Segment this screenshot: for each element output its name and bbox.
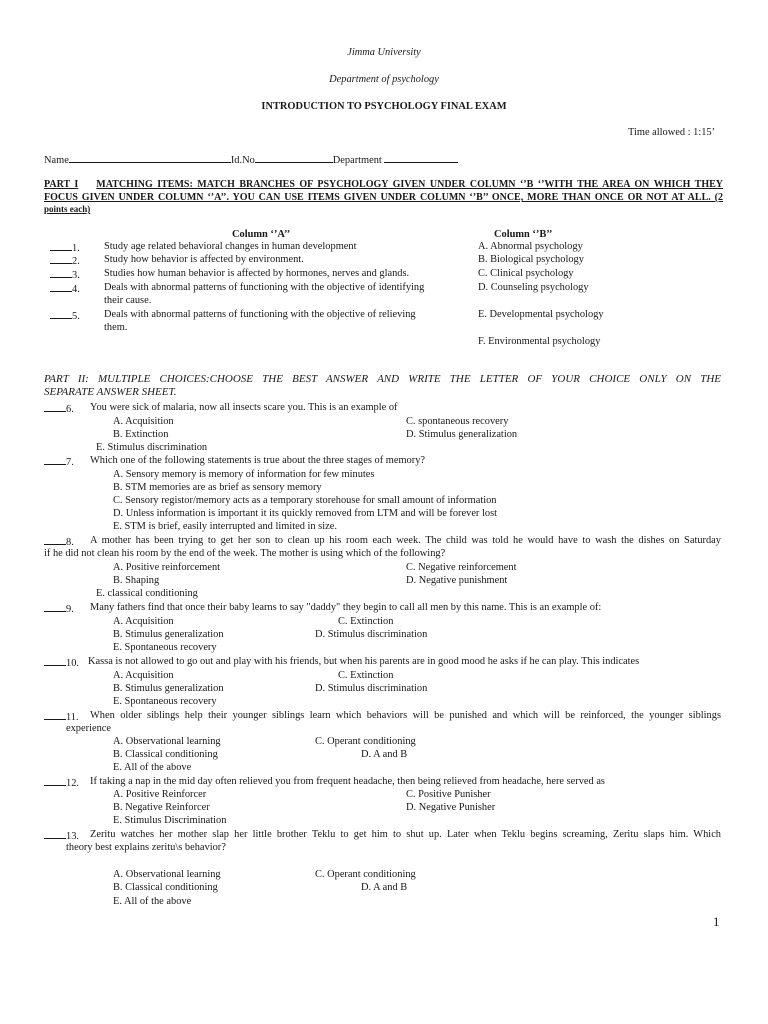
q13-option-b: B. Classical conditioning <box>113 882 218 893</box>
question-11: 11. <box>44 709 79 724</box>
answer-blank[interactable] <box>50 308 72 319</box>
answer-blank[interactable] <box>44 601 66 612</box>
q13-option-d: D. A and B <box>361 882 408 893</box>
question-10-stem: Kassa is not allowed to go out and play with his friends, but when his parents are in good mood he asks if he can play. This indicates <box>88 656 640 667</box>
q7-option-c: C. Sensory registor/memory acts as a temporary storehouse for small amount of information <box>113 495 497 506</box>
answer-blank[interactable] <box>44 454 66 465</box>
q9-option-a: A. Acquisition <box>113 616 174 627</box>
name-field[interactable] <box>69 152 231 163</box>
q7-option-a: A. Sensory memory is memory of information for few minutes <box>113 469 375 480</box>
q11-option-c: C. Operant conditioning <box>315 736 416 747</box>
exam-title: INTRODUCTION TO PSYCHOLOGY FINAL EXAM <box>261 101 507 112</box>
q10-option-a: A. Acquisition <box>113 670 174 681</box>
question-6: 6. <box>44 401 74 416</box>
q10-option-e: E. Spontaneous recovery <box>113 696 217 707</box>
q7-option-e: E. STM is brief, easily interrupted and limited in size. <box>113 521 337 532</box>
column-b-item-d: D. Counseling psychology <box>478 282 589 293</box>
match-item-3: 3. <box>50 267 80 282</box>
q7-option-d: D. Unless information is important it its quickly removed from LTM and will be forever lost <box>113 508 498 519</box>
answer-blank[interactable] <box>50 267 72 278</box>
q9-option-c: C. Extinction <box>338 616 394 627</box>
question-7: 7. <box>44 454 74 469</box>
question-13-stem-line1: Zeritu watches her mother slap her little brother Teklu to get him to shut up. Later when Teklu begins screaming, Zeritu slaps him. Which <box>90 829 721 840</box>
column-a-header: Column ‘’A’’ <box>232 229 291 240</box>
question-12-stem: If taking a nap in the mid day often relieved you from frequent headache, then being relieved from headache, here served as <box>90 776 605 787</box>
q8-option-d: D. Negative punishment <box>406 575 508 586</box>
q6-option-b: B. Extinction <box>113 429 169 440</box>
answer-blank[interactable] <box>44 655 66 666</box>
q10-option-b: B. Stimulus generalization <box>113 683 224 694</box>
part1-instruction-line2: FOCUS GIVEN UNDER COLUMN ‘’A’’. YOU CAN USE ITEMS GIVEN UNDER COLUMN ‘’B’’ ONCE, MORE THAN ONCE OR NOT AT ALL. (2 <box>44 192 723 203</box>
part2-instruction-line2: SEPARATE ANSWER SHEET. <box>44 386 177 398</box>
q12-option-e: E. Stimulus Discrimination <box>113 815 227 826</box>
answer-blank[interactable] <box>44 828 66 839</box>
department-field[interactable] <box>384 152 458 163</box>
id-field[interactable] <box>255 152 333 163</box>
question-13-stem-line2: theory best explains zeritu\s behavior? <box>66 842 226 853</box>
question-13: 13. <box>44 828 79 843</box>
column-b-item-c: C. Clinical psychology <box>478 268 574 279</box>
answer-blank[interactable] <box>44 401 66 412</box>
q8-option-e: E. classical conditioning <box>96 588 198 599</box>
name-label: Name <box>44 155 69 166</box>
q11-option-a: A. Observational learning <box>113 736 221 747</box>
question-9: 9. <box>44 601 74 616</box>
match-item-2: 2. <box>50 253 80 268</box>
university-name: Jimma University <box>347 47 421 58</box>
part2-instruction-line1: PART II: MULTIPLE CHOICES:CHOOSE THE BEST ANSWER AND WRITE THE LETTER OF YOUR CHOICE ONLY ON THE <box>44 373 721 385</box>
question-10: 10. <box>44 655 79 670</box>
q6-option-e: E. Stimulus discrimination <box>96 442 208 453</box>
department-name: Department of psychology <box>329 74 439 85</box>
q9-option-b: B. Stimulus generalization <box>113 629 224 640</box>
page-number: 1 <box>713 914 720 929</box>
id-label: Id.No <box>230 155 255 166</box>
column-b-header: Column ‘’B’’ <box>494 229 553 240</box>
q13-option-a: A. Observational learning <box>113 869 221 880</box>
q11-option-e: E. All of the above <box>113 762 192 773</box>
match-item-1-text: Study age related behavioral changes in human development <box>104 241 357 252</box>
part1-instruction-line1: PART I MATCHING ITEMS: MATCH BRANCHES OF PSYCHOLOGY GIVEN UNDER COLUMN ‘’B ‘’WITH THE AREA ON WHICH THEY <box>44 179 724 190</box>
question-8: 8. <box>44 534 74 549</box>
q12-option-b: B. Negative Reinforcer <box>113 802 210 813</box>
match-item-4-text-line2: their cause. <box>104 295 152 306</box>
question-8-stem-line2: if he did not clean his room by the end of the week. The mother is using which of the following? <box>44 548 446 559</box>
q13-option-e: E. All of the above <box>113 896 192 907</box>
q6-option-c: C. spontaneous recovery <box>406 416 509 427</box>
match-item-5-text-line1: Deals with abnormal patterns of functioning with the objective of relieving <box>104 309 416 320</box>
question-9-stem: Many fathers find that once their baby learns to say "daddy" they begin to call all men by this name. This is an example of: <box>90 602 602 613</box>
answer-blank[interactable] <box>50 253 72 264</box>
q6-option-d: D. Stimulus generalization <box>406 429 518 440</box>
question-11-stem-line2: experience <box>66 723 111 734</box>
match-item-4-text-line1: Deals with abnormal patterns of functioning with the objective of identifying <box>104 282 425 293</box>
question-6-stem: You were sick of malaria, now all insects scare you. This is an example of <box>90 402 398 413</box>
match-item-1: 1. <box>50 240 80 255</box>
column-b-item-f: F. Environmental psychology <box>478 336 601 347</box>
q9-option-d: D. Stimulus discrimination <box>315 629 428 640</box>
answer-blank[interactable] <box>44 775 66 786</box>
answer-blank[interactable] <box>50 240 72 251</box>
answer-blank[interactable] <box>44 534 66 545</box>
match-item-5-text-line2: them. <box>104 322 128 333</box>
q12-option-a: A. Positive Reinforcer <box>113 789 207 800</box>
answer-blank[interactable] <box>44 709 66 720</box>
column-b-item-e: E. Developmental psychology <box>478 309 604 320</box>
q12-option-c: C. Positive Punisher <box>406 789 491 800</box>
match-item-4: 4. <box>50 281 80 296</box>
time-allowed: Time allowed : 1:15’ <box>628 127 716 138</box>
match-item-3-text: Studies how human behavior is affected by hormones, nerves and glands. <box>104 268 410 279</box>
q11-option-d: D. A and B <box>361 749 408 760</box>
q13-option-c: C. Operant conditioning <box>315 869 416 880</box>
q6-option-a: A. Acquisition <box>113 416 174 427</box>
q12-option-d: D. Negative Punisher <box>406 802 496 813</box>
column-b-item-b: B. Biological psychology <box>478 254 584 265</box>
q8-option-c: C. Negative reinforcement <box>406 562 517 573</box>
q11-option-b: B. Classical conditioning <box>113 749 218 760</box>
dept-label: Department <box>332 155 382 166</box>
answer-blank[interactable] <box>50 281 72 292</box>
q9-option-e: E. Spontaneous recovery <box>113 642 217 653</box>
q8-option-b: B. Shaping <box>113 575 160 586</box>
q7-option-b: B. STM memories are as brief as sensory memory <box>113 482 322 493</box>
q8-option-a: A. Positive reinforcement <box>113 562 221 573</box>
question-8-stem-line1: A mother has been trying to get her son to clean up his room each week. The child was told he would have to wash the dishes on Saturday <box>90 535 721 546</box>
info-line <box>44 152 458 167</box>
part1-label: PART I <box>44 179 79 190</box>
question-7-stem: Which one of the following statements is true about the three stages of memory? <box>90 455 426 466</box>
question-11-stem-line1: When older siblings help their younger siblings learn which behaviors will be punished and which will be reinforced, the younger siblings <box>90 710 721 721</box>
q10-option-c: C. Extinction <box>338 670 394 681</box>
question-12: 12. <box>44 775 79 790</box>
match-item-2-text: Study how behavior is affected by environment. <box>104 254 304 265</box>
match-item-5: 5. <box>50 308 80 323</box>
part1-instruction-line3: points each) <box>44 204 91 214</box>
column-b-item-a: A. Abnormal psychology <box>478 241 583 252</box>
q10-option-d: D. Stimulus discrimination <box>315 683 428 694</box>
